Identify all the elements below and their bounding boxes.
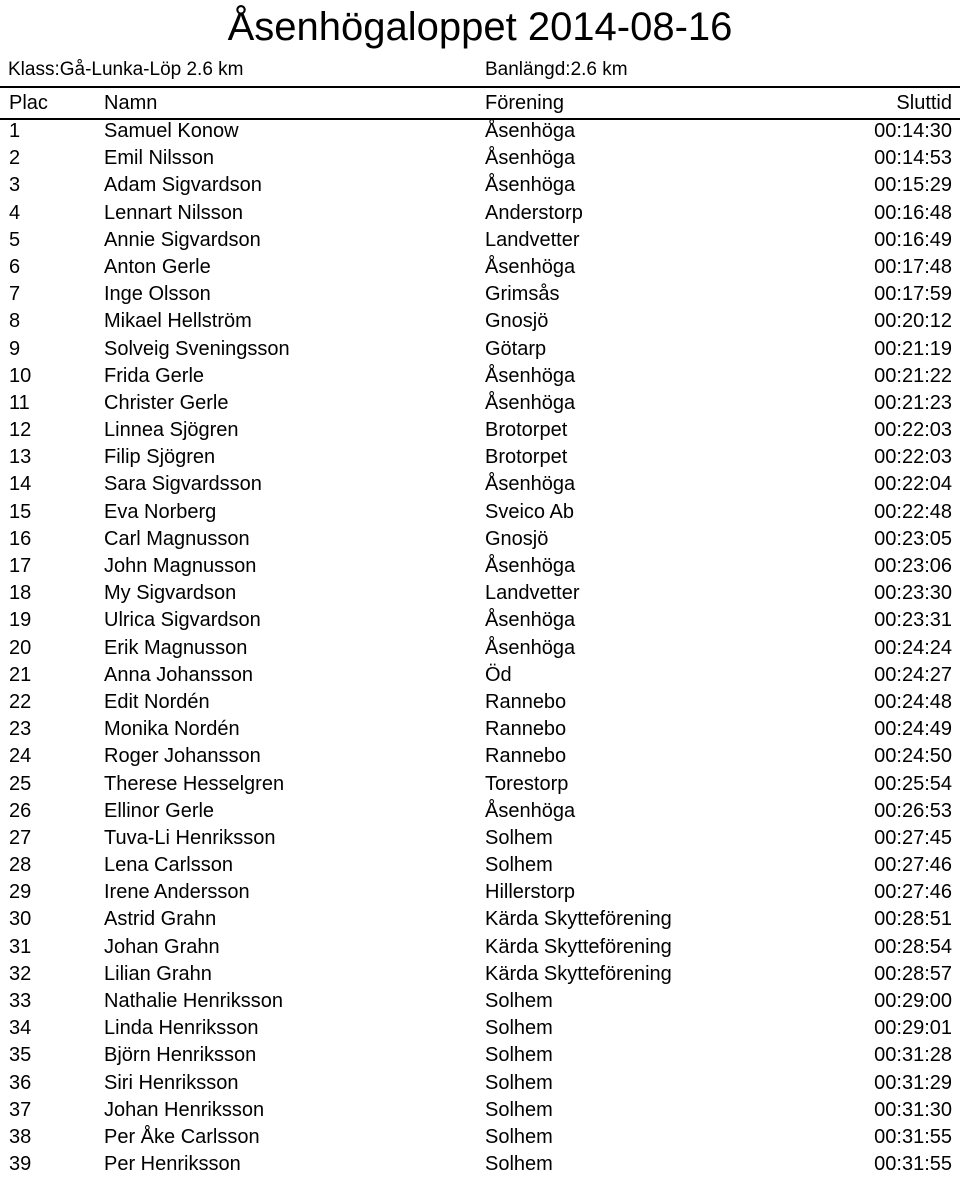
- result-club: Landvetter: [485, 582, 580, 605]
- table-row: [0, 1070, 960, 1097]
- result-time: 00:31:28: [874, 1044, 952, 1067]
- table-row: [0, 172, 960, 199]
- result-club: Åsenhöga: [485, 391, 576, 414]
- result-time: 00:20:12: [874, 310, 952, 333]
- result-time: 00:14:53: [874, 147, 952, 170]
- result-club: Solhem: [485, 1098, 553, 1121]
- table-row: [0, 1015, 960, 1042]
- result-place: 21: [9, 663, 32, 686]
- result-club: Åsenhöga: [485, 799, 576, 822]
- result-place: 3: [9, 174, 21, 197]
- table-row: [0, 363, 960, 390]
- result-time: 00:29:00: [874, 990, 952, 1012]
- result-name: Monika Nordén: [104, 718, 240, 741]
- result-name: Johan Henriksson: [104, 1098, 265, 1121]
- result-club: Åsenhöga: [485, 120, 576, 142]
- table-row: [0, 1042, 960, 1069]
- result-club: Torestorp: [485, 772, 569, 795]
- result-time: 00:27:45: [874, 826, 952, 849]
- table-row: [0, 662, 960, 689]
- result-club: Kärda Skytteförening: [485, 935, 672, 958]
- result-time: 00:23:05: [874, 527, 952, 550]
- result-place: 19: [9, 609, 32, 632]
- result-place: 32: [9, 962, 32, 985]
- result-club: Götarp: [485, 337, 547, 360]
- result-name: Nathalie Henriksson: [104, 990, 283, 1012]
- result-place: 30: [9, 908, 32, 931]
- result-name: Roger Johansson: [104, 745, 261, 768]
- table-row: [0, 607, 960, 634]
- table-row: [0, 390, 960, 417]
- result-time: 00:31:55: [874, 1125, 952, 1148]
- result-club: Grimsås: [485, 283, 560, 306]
- table-row: [0, 526, 960, 553]
- result-time: 00:15:29: [874, 174, 952, 197]
- result-name: Mikael Hellström: [104, 310, 252, 333]
- result-name: Annie Sigvardson: [104, 228, 261, 251]
- header-plac: Plac: [9, 92, 48, 114]
- result-time: 00:24:50: [874, 745, 952, 768]
- table-row: [0, 254, 960, 281]
- result-club: Öd: [485, 663, 512, 686]
- result-club: Solhem: [485, 1044, 553, 1067]
- result-club: Åsenhöga: [485, 473, 576, 496]
- result-name: Anna Johansson: [104, 663, 254, 686]
- result-club: Hillerstorp: [485, 881, 576, 904]
- result-name: Therese Hesselgren: [104, 772, 285, 795]
- result-place: 13: [9, 446, 32, 469]
- result-place: 18: [9, 582, 32, 605]
- result-name: Ulrica Sigvardson: [104, 609, 261, 632]
- result-club: Åsenhöga: [485, 255, 576, 278]
- result-club: Solhem: [485, 1017, 553, 1040]
- result-time: 00:22:48: [874, 500, 952, 523]
- header-namn: Namn: [104, 92, 158, 114]
- result-name: Linda Henriksson: [104, 1017, 259, 1040]
- result-club: Solhem: [485, 1125, 553, 1148]
- result-club: Solhem: [485, 1071, 553, 1094]
- result-name: Anton Gerle: [104, 255, 211, 278]
- table-row: [0, 580, 960, 607]
- result-time: 00:24:24: [874, 636, 952, 659]
- table-row: [0, 635, 960, 662]
- result-name: Erik Magnusson: [104, 636, 248, 659]
- result-place: 6: [9, 255, 21, 278]
- result-time: 00:28:51: [874, 908, 952, 931]
- result-place: 10: [9, 364, 32, 387]
- result-name: Frida Gerle: [104, 364, 205, 387]
- class-label: Klass:Gå-Lunka-Löp 2.6 km: [8, 59, 244, 80]
- result-time: 00:24:27: [874, 663, 952, 686]
- result-time: 00:27:46: [874, 881, 952, 904]
- result-place: 5: [9, 228, 21, 251]
- result-club: Solhem: [485, 990, 553, 1012]
- table-row: [0, 336, 960, 363]
- table-row: [0, 499, 960, 526]
- result-name: Lennart Nilsson: [104, 201, 243, 224]
- result-place: 36: [9, 1071, 32, 1094]
- result-place: 27: [9, 826, 32, 849]
- result-name: Edit Nordén: [104, 690, 210, 713]
- table-row: [0, 743, 960, 770]
- table-row: [0, 961, 960, 988]
- result-club: Åsenhöga: [485, 364, 576, 387]
- result-place: 34: [9, 1017, 32, 1040]
- result-time: 00:14:30: [874, 120, 952, 142]
- result-place: 20: [9, 636, 32, 659]
- result-club: Anderstorp: [485, 201, 583, 224]
- result-time: 00:29:01: [874, 1017, 952, 1040]
- table-row: [0, 716, 960, 743]
- result-place: 31: [9, 935, 32, 958]
- result-club: Solhem: [485, 826, 553, 849]
- result-club: Åsenhöga: [485, 147, 576, 170]
- table-row: [0, 281, 960, 308]
- table-row: [0, 852, 960, 879]
- result-place: 8: [9, 310, 21, 333]
- table-row: [0, 825, 960, 852]
- result-name: Johan Grahn: [104, 935, 220, 958]
- result-club: Landvetter: [485, 228, 580, 251]
- result-name: Samuel Konow: [104, 120, 239, 142]
- result-place: 11: [9, 391, 30, 414]
- result-place: 23: [9, 718, 32, 741]
- table-row: [0, 879, 960, 906]
- result-place: 22: [9, 690, 32, 713]
- result-time: 00:26:53: [874, 799, 952, 822]
- result-name: John Magnusson: [104, 555, 257, 577]
- table-row: [0, 308, 960, 335]
- result-time: 00:22:03: [874, 446, 952, 469]
- result-time: 00:31:55: [874, 1153, 952, 1176]
- result-time: 00:31:30: [874, 1098, 952, 1121]
- table-row: [0, 1124, 960, 1151]
- table-row: [0, 227, 960, 254]
- result-time: 00:17:59: [874, 283, 952, 306]
- result-name: Per Henriksson: [104, 1153, 241, 1176]
- table-header: [0, 86, 960, 120]
- result-club: Kärda Skytteförening: [485, 908, 672, 931]
- result-name: Sara Sigvardsson: [104, 473, 262, 496]
- result-time: 00:23:06: [874, 555, 952, 577]
- header-sluttid: Sluttid: [896, 92, 952, 114]
- table-row: [0, 200, 960, 227]
- result-time: 00:25:54: [874, 772, 952, 795]
- table-row: [0, 1097, 960, 1124]
- result-club: Brotorpet: [485, 446, 568, 469]
- table-row: [0, 553, 960, 580]
- result-place: 24: [9, 745, 32, 768]
- table-row: [0, 118, 960, 145]
- result-time: 00:28:54: [874, 935, 952, 958]
- table-row: [0, 145, 960, 172]
- result-name: Eva Norberg: [104, 500, 217, 523]
- result-time: 00:28:57: [874, 962, 952, 985]
- result-name: Solveig Sveningsson: [104, 337, 290, 360]
- result-time: 00:23:30: [874, 582, 952, 605]
- results-table: [0, 118, 960, 1178]
- result-place: 16: [9, 527, 32, 550]
- page-title: Åsenhögaloppet 2014-08-16: [227, 5, 733, 49]
- result-place: 28: [9, 854, 32, 877]
- table-row: [0, 444, 960, 471]
- result-name: Ellinor Gerle: [104, 799, 215, 822]
- result-time: 00:16:49: [874, 228, 952, 251]
- result-name: Inge Olsson: [104, 283, 211, 306]
- header-forening: Förening: [485, 92, 564, 114]
- result-place: 37: [9, 1098, 32, 1121]
- result-club: Åsenhöga: [485, 609, 576, 632]
- result-time: 00:24:48: [874, 690, 952, 713]
- result-place: 17: [9, 555, 32, 577]
- result-name: Emil Nilsson: [104, 147, 215, 170]
- table-row: [0, 689, 960, 716]
- result-name: Tuva-Li Henriksson: [104, 826, 276, 849]
- result-place: 35: [9, 1044, 32, 1067]
- result-club: Gnosjö: [485, 527, 549, 550]
- course-length-label: Banlängd:2.6 km: [485, 59, 628, 80]
- result-club: Kärda Skytteförening: [485, 962, 672, 985]
- result-club: Gnosjö: [485, 310, 549, 333]
- result-time: 00:21:19: [874, 337, 952, 360]
- table-row: [0, 471, 960, 498]
- result-name: Astrid Grahn: [104, 908, 217, 931]
- result-place: 39: [9, 1153, 32, 1176]
- result-place: 29: [9, 881, 32, 904]
- result-time: 00:22:03: [874, 419, 952, 442]
- result-name: Lena Carlsson: [104, 854, 233, 877]
- result-name: Siri Henriksson: [104, 1071, 239, 1094]
- result-club: Rannebo: [485, 690, 567, 713]
- result-time: 00:22:04: [874, 473, 952, 496]
- result-place: 15: [9, 500, 32, 523]
- result-time: 00:21:22: [874, 364, 952, 387]
- result-place: 2: [9, 147, 21, 170]
- table-row: [0, 417, 960, 444]
- table-row: [0, 988, 960, 1015]
- result-club: Åsenhöga: [485, 555, 576, 577]
- result-time: 00:17:48: [874, 255, 952, 278]
- result-name: Björn Henriksson: [104, 1044, 257, 1067]
- table-row: [0, 934, 960, 961]
- table-row: [0, 906, 960, 933]
- result-name: Linnea Sjögren: [104, 419, 239, 442]
- result-club: Brotorpet: [485, 419, 568, 442]
- result-name: Christer Gerle: [104, 391, 229, 414]
- result-club: Åsenhöga: [485, 636, 576, 659]
- result-place: 7: [9, 283, 21, 306]
- result-place: 26: [9, 799, 32, 822]
- result-time: 00:21:23: [874, 391, 952, 414]
- result-club: Solhem: [485, 854, 553, 877]
- result-time: 00:27:46: [874, 854, 952, 877]
- result-time: 00:23:31: [874, 609, 952, 632]
- table-row: [0, 771, 960, 798]
- result-time: 00:31:29: [874, 1071, 952, 1094]
- result-place: 4: [9, 201, 21, 224]
- result-place: 14: [9, 473, 32, 496]
- result-club: Rannebo: [485, 718, 567, 741]
- result-time: 00:16:48: [874, 201, 952, 224]
- result-time: 00:24:49: [874, 718, 952, 741]
- table-row: [0, 798, 960, 825]
- result-name: Adam Sigvardson: [104, 174, 262, 197]
- result-name: Per Åke Carlsson: [104, 1125, 260, 1148]
- result-place: 12: [9, 419, 32, 442]
- result-place: 1: [9, 120, 21, 142]
- result-club: Åsenhöga: [485, 174, 576, 197]
- result-name: Filip Sjögren: [104, 446, 216, 469]
- result-name: Lilian Grahn: [104, 962, 212, 985]
- result-place: 38: [9, 1125, 32, 1148]
- result-place: 33: [9, 990, 32, 1012]
- result-name: Carl Magnusson: [104, 527, 250, 550]
- result-name: My Sigvardson: [104, 582, 237, 605]
- result-club: Solhem: [485, 1153, 553, 1176]
- result-name: Irene Andersson: [104, 881, 250, 904]
- result-place: 25: [9, 772, 32, 795]
- result-place: 9: [9, 337, 21, 360]
- result-club: Rannebo: [485, 745, 567, 768]
- result-club: Sveico Ab: [485, 500, 574, 523]
